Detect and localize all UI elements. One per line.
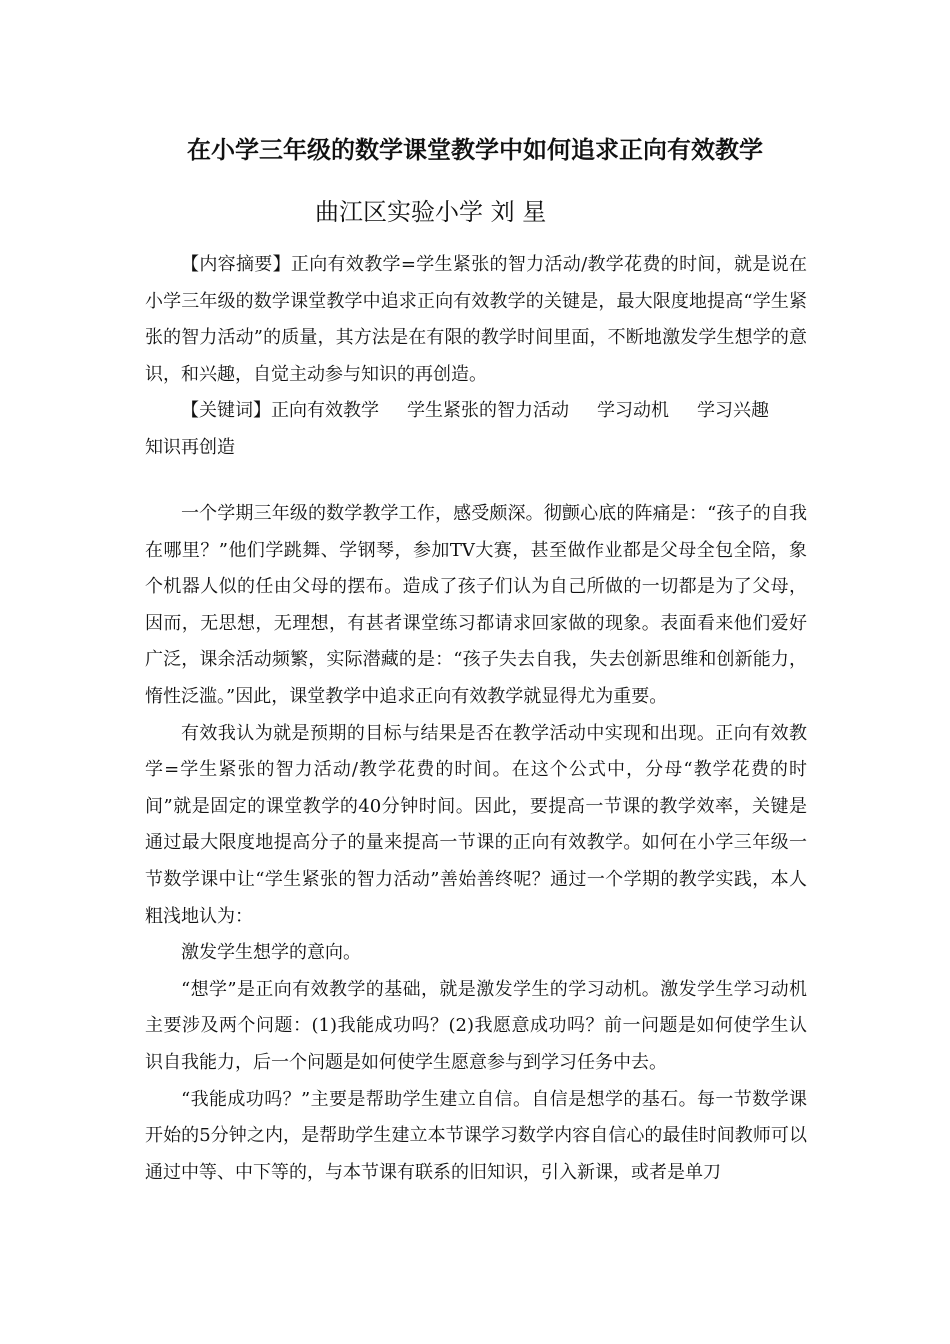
abstract-label: 【内容摘要】 [181,254,291,275]
body-paragraph: “想学”是正向有效教学的基础，就是激发学生的学习动机。激发学生学习动机主要涉及两个问题：(1)我能成功吗？(2)我愿意成功吗？前一问题是如何使学生认识自我能力，后一个问题是如何使学生愿意参与到学习任务中去。 [145,978,807,1073]
keyword-item: 正向有效教学 [271,400,379,421]
document-title: 在小学三年级的数学课堂教学中如何追求正向有效教学 [187,135,763,164]
author-line: 曲江区实验小学 刘 星 [315,198,547,226]
abstract-paragraph [145,247,807,393]
section-heading: 激发学生想学的意向。 [181,942,361,964]
keywords-label: 【关键词】 [181,400,271,421]
keyword-item: 知识再创造 [145,436,235,458]
body-paragraph: “我能成功吗？”主要是帮助学生建立自信。自信是想学的基石。每一节数学课开始的5分钟之内，是帮助学生建立本节课学习数学内容自信心的最佳时间教师可以通过中等、中下等的，与本节课有联系的旧知识，引入新课，或者是单刀 [145,1088,807,1183]
abstract-block [145,247,807,393]
main-text [145,496,807,1191]
body-paragraph: 有效我认为就是预期的目标与结果是否在教学活动中实现和出现。正向有效教学=学生紧张的智力活动/教学花费的时间。在这个公式中，分母“教学花费的时间”就是固定的课堂教学的40分钟时间。因此，要提高一节课的教学效率，关键是通过最大限度地提高分子的量来提高一节课的正向有效教学。如何在小学三年级一节数学课中让“学生紧张的智力活动”善始善终呢？通过一个学期的教学实践，本人粗浅地认为： [145,722,807,927]
keyword-item: 学习兴趣 [697,400,769,421]
abstract-text: 正向有效教学=学生紧张的智力活动/教学花费的时间，就是说在小学三年级的数学课堂教学中追求正向有效教学的关键是，最大限度地提高“学生紧张的智力活动”的质量，其方法是在有限的教学时间里面，不断地激发学生想学的意识，和兴趣，自觉主动参与知识的再创造。 [145,254,807,385]
keyword-item: 学生紧张的智力活动 [407,400,569,421]
keyword-item: 学习动机 [597,400,669,421]
keywords-paragraph [145,393,807,466]
body-paragraph: 一个学期三年级的数学教学工作，感受颇深。彻颤心底的阵痛是：“孩子的自我在哪里？”他们学跳舞、学钢琴，参加TV大赛，甚至做作业都是父母全包全陪，象个机器人似的任由父母的摆布。造成了孩子们认为自己所做的一切都是为了父母，因而，无思想，无理想，有甚者课堂练习都请求回家做的现象。表面看来他们爱好广泛，课余活动频繁，实际潜藏的是：“孩子失去自我，失去创新思维和创新能力，惰性泛滥。”因此，课堂教学中追求正向有效教学就显得尤为重要。 [145,503,807,707]
keywords-block [145,393,807,466]
